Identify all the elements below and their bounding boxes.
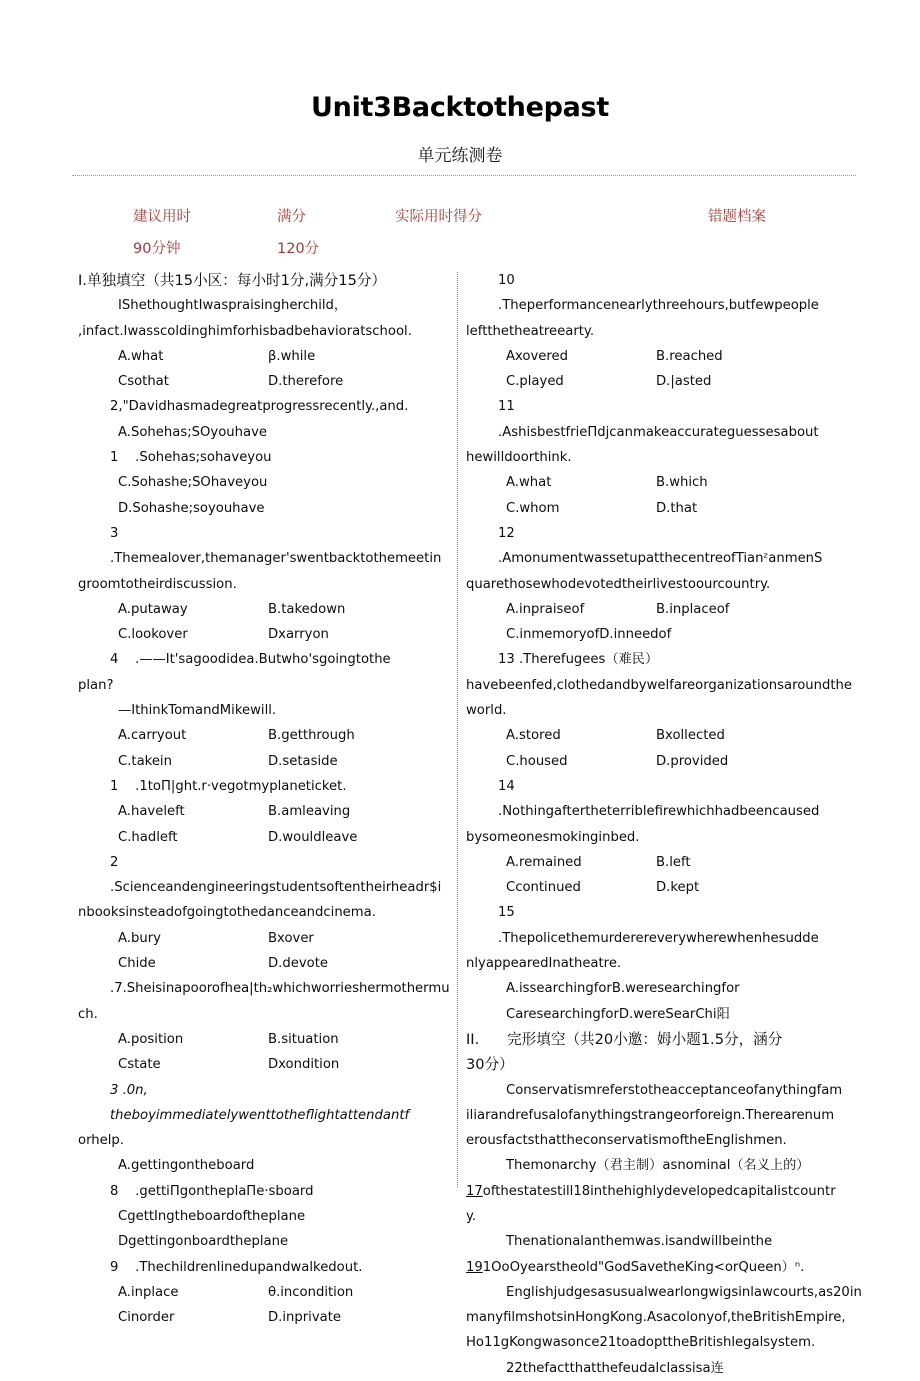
option-d: Dxondition — [268, 1057, 340, 1073]
question-text-italic: 3 .0n, theboyimmediatelywenttotheflightattendantf — [110, 1082, 410, 1123]
passage-line: manyfilmshotsinHongKong.Asacolonyof,theBritishEmpire, — [466, 1310, 846, 1326]
question-text: nlyappearedInatheatre. — [466, 956, 622, 972]
question-text: leftthetheatreearty. — [466, 323, 595, 339]
option-row — [78, 926, 448, 951]
option-a: A.bury — [118, 930, 161, 946]
option-b: B.reached — [656, 348, 723, 364]
option-cd: C.inmemoryofD.inneedof — [506, 627, 672, 643]
option-b: B.left — [656, 854, 691, 870]
option-row — [78, 749, 448, 774]
option-d: D.setaside — [268, 753, 338, 769]
option-a: A.stored — [506, 728, 561, 744]
option-a: A.what — [506, 475, 552, 491]
option-row — [78, 597, 448, 622]
option-c: CgettIngtheboardoftheplane — [118, 1208, 306, 1224]
right-section-heading-cont: 30分） — [466, 1056, 514, 1074]
option-row — [78, 723, 448, 748]
passage-line: Themonarchy（君主制）asnominal（名义上的） — [506, 1158, 810, 1174]
option-d: D.wouldleave — [268, 829, 358, 845]
option-b: B.getthrough — [268, 728, 355, 744]
option-d: D.Sohashe;soyouhave — [118, 500, 265, 516]
option-a: A.remained — [506, 854, 582, 870]
option-row — [78, 825, 448, 850]
option-b: 8 .gettiΠgontheplaΠe·sboard — [110, 1183, 314, 1199]
passage-line — [466, 1255, 838, 1280]
question-text: .7.Sheisinapoorofhea|th₂whichworrieshermothermu — [110, 981, 450, 997]
option-row — [78, 1305, 448, 1330]
option-a: A.putaway — [118, 601, 188, 617]
option-row — [466, 597, 838, 622]
option-c: Chide — [118, 956, 156, 972]
option-d: D.devote — [268, 956, 328, 972]
label-suggested-time: 建议用时 — [133, 209, 191, 225]
value-full-score: 120分 — [277, 241, 320, 257]
option-spacer — [656, 622, 838, 647]
option-b: B.takedown — [268, 601, 346, 617]
question-text: plan? — [78, 677, 114, 693]
page-subtitle: 单元练测卷 — [417, 146, 503, 166]
question-text: 1 .1toΠ|ght.r·vegotmyplaneticket. — [110, 778, 347, 794]
option-b: B.situation — [268, 1031, 339, 1047]
question-text: 15 .Thepolicethemurderereverywherewhenhesudde — [498, 905, 819, 946]
passage-line — [466, 1179, 838, 1204]
option-cd: CaresearchingforD.wereSearChi阳 — [506, 1006, 730, 1022]
option-row — [466, 369, 838, 394]
question-text: 11 .AshisbestfrieΠdjcanmakeaccurateguessesabout — [498, 399, 819, 440]
option-a: A.Sohehas;SOyouhave — [118, 424, 267, 440]
column-divider — [457, 272, 458, 1187]
option-d: Dgettingonboardtheplane — [118, 1234, 289, 1250]
option-row — [78, 1027, 448, 1052]
question-text: 9 .Thechildrenlinedupandwalkedout. — [110, 1259, 363, 1275]
option-d: D.provided — [656, 753, 729, 769]
option-row — [466, 850, 838, 875]
left-section-heading: I.单独填空（共15小区：每小时1分,满分15分） — [78, 272, 387, 289]
option-b: θ.incondition — [268, 1284, 354, 1300]
question-text: hewilldoorthink. — [466, 450, 572, 466]
option-a: A.what — [118, 348, 164, 364]
option-d: D.kept — [656, 880, 700, 896]
question-text: —IthinkTomandMikewill. — [118, 703, 277, 719]
option-b: Bxollected — [656, 728, 725, 744]
option-row — [466, 622, 838, 647]
question-text: nbooksinsteadofgoingtothedanceandcinema. — [78, 905, 376, 921]
option-c: C.played — [506, 374, 564, 390]
question-text: bysomeonesmokinginbed. — [466, 829, 640, 845]
question-text: world. — [466, 703, 507, 719]
blank-number-19: 19 — [466, 1259, 483, 1275]
option-ab: A.issearchingforB.weresearchingfor — [506, 981, 740, 997]
passage-line-rest: ofthestatestill18inthehighlydevelopedcapitalistcountr — [482, 1183, 836, 1199]
option-c: C.takein — [118, 753, 172, 769]
question-text: 10 .Theperformancenearlythreehours,butfewpeople — [498, 273, 819, 314]
option-row — [466, 470, 838, 495]
option-a: A.inpraiseof — [506, 601, 585, 617]
right-column — [466, 268, 862, 1381]
passage-line: Conservatismreferstotheacceptanceofanythingfam — [506, 1082, 843, 1098]
option-row — [78, 1052, 448, 1077]
label-full-score: 满分 — [277, 209, 306, 225]
label-error-archive: 错题档案 — [708, 209, 766, 225]
question-text: groomtotheirdiscussion. — [78, 576, 237, 592]
option-a: A.carryout — [118, 728, 187, 744]
question-text: IShethoughtIwaspraisingherchild， — [118, 298, 348, 314]
option-row — [78, 344, 448, 369]
question-text: 3 .Themealover,themanager'swentbacktothemeetin — [110, 525, 442, 567]
option-c: C.whom — [506, 500, 560, 516]
option-a: Axovered — [506, 348, 569, 364]
option-row — [466, 723, 838, 748]
passage-line: 22thefactthatthefeudalclassisa连 — [506, 1360, 724, 1376]
right-section-heading: II. 完形填空（共20小邀：姆小题1.5分，涵分 — [466, 1030, 783, 1048]
passage-line: Ho11gKongwasonce21toadoptthеBritishlegalsystem. — [466, 1335, 816, 1351]
option-b: β.while — [268, 348, 316, 364]
option-row — [466, 496, 838, 521]
meta-header — [0, 205, 920, 265]
passage-line-rest: 1OoOyearstheold"GodSavetheKing<orQueen）ⁿ. — [482, 1259, 805, 1275]
label-actual-time-score: 实际用时得分 — [395, 209, 482, 225]
option-row — [78, 622, 448, 647]
question-text: 13 .Therefugees（难民） — [498, 652, 659, 668]
header-divider — [72, 175, 856, 176]
option-d: D.that — [656, 500, 698, 516]
option-row — [78, 951, 448, 976]
option-row — [466, 749, 838, 774]
option-d: D.|asted — [656, 374, 712, 390]
passage-line: y. — [466, 1208, 477, 1224]
option-row — [78, 799, 448, 824]
meta-header-values — [0, 237, 920, 263]
question-text: 2,"Davidhasmadegreatprogressrecently.,and. — [110, 399, 409, 415]
option-d: D.inprivate — [268, 1310, 341, 1326]
question-text: 2 .Scienceandengineeringstudentsoftentheirheadr$i — [110, 854, 442, 896]
question-text: quarethosewhodevotedtheirlivestoourcountry. — [466, 576, 771, 592]
option-a: A.inplace — [118, 1284, 179, 1300]
value-suggested-time: 90分钟 — [133, 241, 181, 257]
option-c: Ccontinued — [506, 880, 581, 896]
option-b: Bxover — [268, 930, 314, 946]
option-row — [78, 1280, 448, 1305]
option-row — [466, 344, 838, 369]
page-title: Unit3Backtothepast — [311, 92, 609, 123]
left-column — [78, 268, 448, 1330]
option-c: Csothat — [118, 374, 169, 390]
passage-line: iliarandrefusalofanythingstrangeorforeign.Therearenum — [466, 1107, 835, 1123]
option-a: A.gettingontheboard — [118, 1158, 255, 1174]
option-c: Cstate — [118, 1057, 161, 1073]
option-c: C.lookover — [118, 627, 188, 643]
question-text: 12 .AmonumentwassetupatthecentreofTianᶻanmenS — [498, 525, 823, 567]
option-b: 1 .Sohehas;sohaveyou — [110, 450, 272, 466]
question-text: ,infact.Iwasscoldinghimforhisbadbehavioratschool. — [78, 323, 412, 339]
question-text: 4 .——It'sagoodidea.Butwho'sgoingtothe — [110, 652, 391, 668]
passage-line: erousfactsthattheconservatismoftheEnglishmen. — [466, 1133, 787, 1149]
option-b: B.which — [656, 475, 708, 491]
option-a: A.position — [118, 1031, 184, 1047]
option-row — [466, 875, 838, 900]
option-c: C.housed — [506, 753, 568, 769]
option-b: B.inplaceof — [656, 601, 730, 617]
question-text: 14 .Nothingaftertheterriblefirewhichhadbeencaused — [498, 778, 820, 820]
option-b: B.amleaving — [268, 804, 351, 820]
option-c: C.hadleft — [118, 829, 178, 845]
passage-line: Englishjudgesasusualwearlongwigsinlawcourts,as20in — [506, 1284, 862, 1300]
option-a: A.haveleft — [118, 804, 185, 820]
option-c: Cinorder — [118, 1310, 175, 1326]
question-text: havebeenfed,clothedandbywelfareorganizationsaroundthe — [466, 677, 853, 693]
question-text: orhelp. — [78, 1133, 124, 1149]
blank-number-17: 17 — [466, 1183, 483, 1199]
option-d: Dxarryon — [268, 627, 329, 643]
question-text: ch. — [78, 1006, 98, 1022]
meta-header-labels — [0, 205, 920, 231]
question-text — [78, 1078, 448, 1129]
passage-line: Thenationalanthemwas.isandwillbeinthe — [506, 1234, 773, 1250]
option-row — [78, 369, 448, 394]
option-c: C.Sohashe;SOhaveyou — [118, 475, 268, 491]
option-d: D.therefore — [268, 374, 344, 390]
